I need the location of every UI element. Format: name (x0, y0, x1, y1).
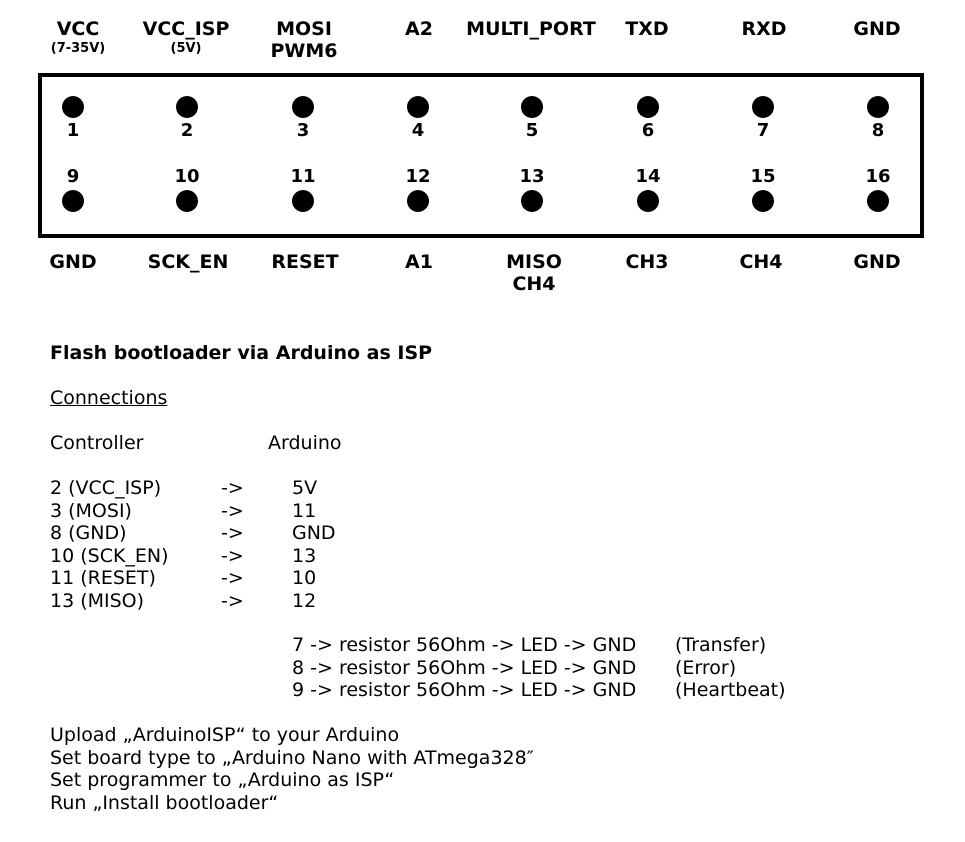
mapping-controller-2: 3 (MOSI) (50, 499, 132, 522)
mapping-arduino-1: 5V (292, 477, 318, 499)
bottom-label-15-main: CH4 (739, 251, 783, 273)
top-label-7-main: RXD (741, 18, 787, 40)
top-label-4 (405, 18, 433, 40)
pin-10-number: 10 (174, 166, 200, 187)
pin-14-number: 14 (635, 166, 661, 187)
step-1: Upload „ArduinoISP“ to your Arduino (50, 724, 400, 746)
bottom-label-12-main: A1 (405, 251, 433, 273)
bottom-label-14 (625, 251, 668, 273)
mapping-arrow-6: -> (221, 589, 244, 612)
mapping-arrow-5: -> (221, 567, 244, 589)
top-label-5-main: MULTI_PORT (466, 18, 596, 40)
pin-13-dot (521, 190, 543, 212)
bottom-label-9-main: GND (49, 251, 97, 273)
bottom-label-13 (506, 251, 562, 295)
led-note-2: (Error) (675, 656, 737, 679)
top-label-2 (143, 18, 230, 58)
top-label-6-main: TXD (625, 18, 669, 40)
step-3: Set programmer to „Arduino as ISP“ (50, 769, 395, 791)
column-arduino-heading: Arduino (268, 432, 342, 454)
top-label-8 (853, 18, 900, 40)
bottom-label-10-main: SCK_EN (147, 251, 229, 273)
step-4: Run „Install bootloader“ (50, 791, 279, 814)
pin-2-number: 2 (180, 120, 194, 141)
pin-5-number: 5 (525, 120, 539, 141)
bottom-label-13-sub: CH4 (512, 273, 556, 295)
mapping-arduino-2: 11 (292, 499, 317, 522)
mapping-arrow-2: -> (221, 499, 244, 522)
pin-9-dot (62, 190, 84, 212)
pin-11-number: 11 (290, 166, 316, 187)
pin-1-dot (62, 96, 84, 118)
top-label-7 (741, 18, 786, 40)
top-label-4-main: A2 (405, 18, 433, 40)
top-label-2-sub: (5V) (170, 41, 202, 56)
mapping-arrow-4: -> (221, 544, 244, 567)
bottom-label-10 (148, 251, 229, 273)
top-label-1-sub: (7-35V) (50, 41, 106, 56)
pin-16-number: 16 (865, 166, 891, 187)
mapping-controller-1: 2 (VCC_ISP) (50, 477, 162, 499)
top-label-5 (466, 18, 596, 40)
bottom-label-14-main: CH3 (625, 251, 669, 273)
bottom-label-15 (739, 251, 782, 273)
led-note-1: (Transfer) (675, 634, 767, 656)
step-2: Set board type to „Arduino Nano with ATmega328″ (50, 746, 534, 769)
top-label-1-main: VCC (56, 18, 100, 40)
pin-6-number: 6 (641, 120, 655, 141)
pin-4-number: 4 (411, 120, 425, 141)
pin-13-number: 13 (519, 166, 545, 187)
connections-heading: Connections (50, 387, 168, 409)
pin-2-dot (176, 96, 198, 118)
pin-5-dot (521, 96, 543, 118)
connector-box (38, 73, 924, 238)
led-note-3: (Heartbeat) (675, 679, 786, 701)
top-label-2-main: VCC_ISP (142, 18, 230, 40)
mapping-arduino-4: 13 (292, 544, 317, 567)
led-line-1: 7 -> resistor 56Ohm -> LED -> GND (292, 634, 637, 656)
top-label-3-sub: PWM6 (270, 40, 338, 62)
bottom-label-9 (49, 251, 96, 273)
pin-15-dot (752, 190, 774, 212)
pin-3-dot (292, 96, 314, 118)
pin-7-dot (752, 96, 774, 118)
bottom-label-11 (271, 251, 338, 273)
pin-11-dot (292, 190, 314, 212)
pin-3-number: 3 (296, 120, 310, 141)
pin-8-dot (867, 96, 889, 118)
led-line-3: 9 -> resistor 56Ohm -> LED -> GND (292, 679, 637, 701)
pin-1-number: 1 (66, 120, 80, 141)
mapping-arduino-3: GND (292, 522, 336, 544)
pin-15-number: 15 (750, 166, 776, 187)
pin-12-dot (407, 190, 429, 212)
pin-10-dot (176, 190, 198, 212)
bottom-label-11-main: RESET (271, 251, 339, 273)
top-label-6 (625, 18, 668, 40)
bottom-label-16 (853, 251, 900, 273)
led-line-2: 8 -> resistor 56Ohm -> LED -> GND (292, 656, 637, 679)
mapping-arduino-6: 12 (292, 589, 317, 612)
bottom-label-13-main: MISO (506, 251, 562, 273)
mapping-controller-6: 13 (MISO) (50, 589, 145, 612)
bottom-label-16-main: GND (853, 251, 901, 273)
pin-14-dot (637, 190, 659, 212)
bottom-label-12 (405, 251, 433, 273)
mapping-arduino-5: 10 (292, 567, 317, 589)
pin-6-dot (637, 96, 659, 118)
pin-16-dot (867, 190, 889, 212)
pin-4-dot (407, 96, 429, 118)
column-controller-heading: Controller (50, 432, 144, 454)
top-label-1 (51, 18, 105, 58)
top-label-3 (270, 18, 337, 62)
pin-12-number: 12 (405, 166, 431, 187)
mapping-controller-3: 8 (GND) (50, 522, 127, 544)
mapping-controller-4: 10 (SCK_EN) (50, 544, 169, 567)
pin-8-number: 8 (871, 120, 885, 141)
top-label-3-main: MOSI (276, 18, 332, 40)
mapping-controller-5: 11 (RESET) (50, 567, 156, 589)
pin-9-number: 9 (66, 166, 80, 187)
pin-7-number: 7 (756, 120, 770, 141)
mapping-arrow-1: -> (221, 477, 244, 499)
instructions-title: Flash bootloader via Arduino as ISP (50, 342, 433, 364)
mapping-arrow-3: -> (221, 522, 244, 544)
top-label-8-main: GND (853, 18, 901, 40)
